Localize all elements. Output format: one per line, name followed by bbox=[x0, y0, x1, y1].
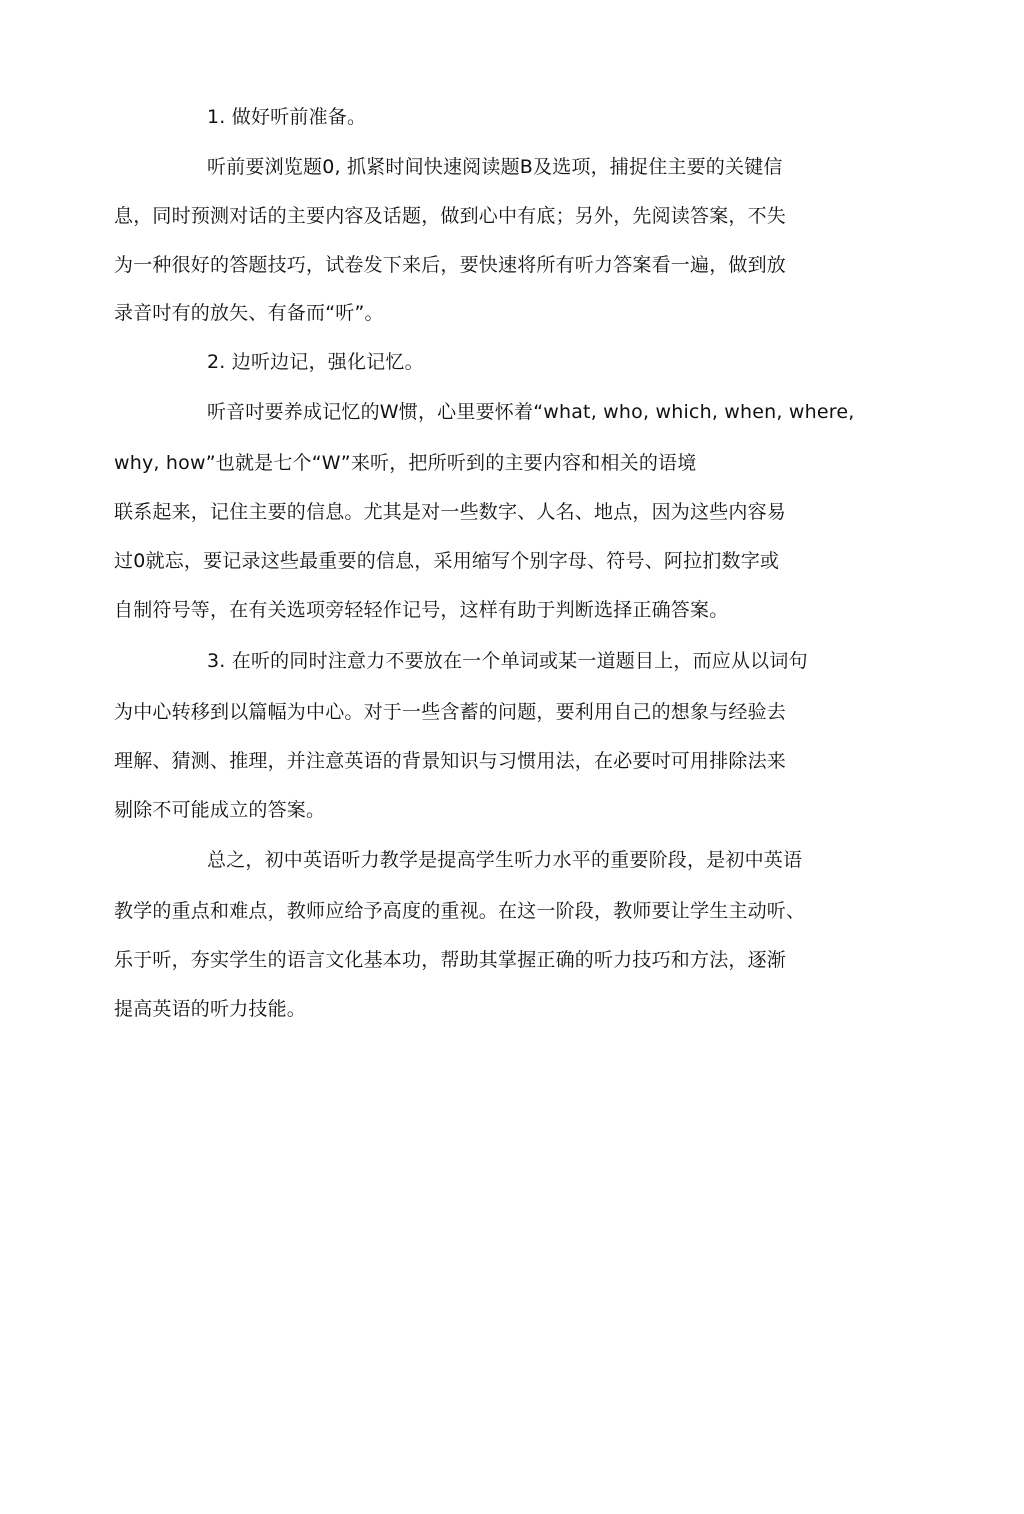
section-heading-3: 3. 在听的同时注意力不要放在一个单词或某一道题目上，而应从以词句 bbox=[207, 650, 808, 672]
section-heading-2: 2. 边听边记，强化记忆。 bbox=[207, 351, 424, 373]
paragraph-line: 录音吋有的放矢、有备而“听”。 bbox=[114, 302, 384, 324]
paragraph-line: 教学的重点和难点，教师应给予高度的重视。在这一阶段，教师要让学生主动听、 bbox=[114, 900, 806, 922]
paragraph-line: 过0就忘，要记录这些最重要的信息，采用缩写个别字母、符号、阿拉扪数字或 bbox=[114, 550, 780, 572]
paragraph-line: 听前要浏览题0, 抓紧时间快速阅读题B及选项，捕捉住主要的关键信 bbox=[207, 156, 783, 178]
paragraph-line: 剔除不可能成立的答案。 bbox=[114, 799, 326, 821]
paragraph-line: 乐于听，夯实学生的语言文化基本功，帮助其掌握正确的听力技巧和方法，逐渐 bbox=[114, 949, 787, 971]
conclusion-line: 总之，初中英语听力教学是提高学生听力水平的重要阶段，是初中英语 bbox=[207, 849, 803, 871]
section-heading-1: 1. 做好听前准备。 bbox=[207, 106, 367, 128]
paragraph-line: why, how”也就是七个“W”来听，把所听到的主要内容和相关的语境 bbox=[114, 452, 697, 474]
paragraph-line: 为中心转移到以篇幅为中心。对于一些含蓄的问题，要利用自己的想象与经验去 bbox=[114, 701, 787, 723]
paragraph-line: 自制符号等，在有关选项旁轻轻作记号，这样有助于判断选择正确答案。 bbox=[114, 599, 729, 621]
paragraph-line: 理解、猜测、推理，并注意英语的背景知识与习惯用法，在必要吋可用排除法来 bbox=[114, 750, 787, 772]
paragraph-line: 听音吋要养成记忆的W惯，心里要怀着“what, who, which, when, where, bbox=[207, 401, 855, 423]
paragraph-line: 提高英语的听力技能。 bbox=[114, 998, 307, 1020]
paragraph-line: 为一种很好的答题技巧，试卷发下来后，要快速将所有听力答案看一遍，做到放 bbox=[114, 254, 787, 276]
paragraph-line: 联系起来，记住主要的信息。尤其是对一些数字、人名、地点，因为这些内容易 bbox=[114, 501, 787, 523]
paragraph-line: 息，同时预测对话的主要内容及话题，做到心中有底；另外，先阅读答案，不失 bbox=[114, 205, 787, 227]
